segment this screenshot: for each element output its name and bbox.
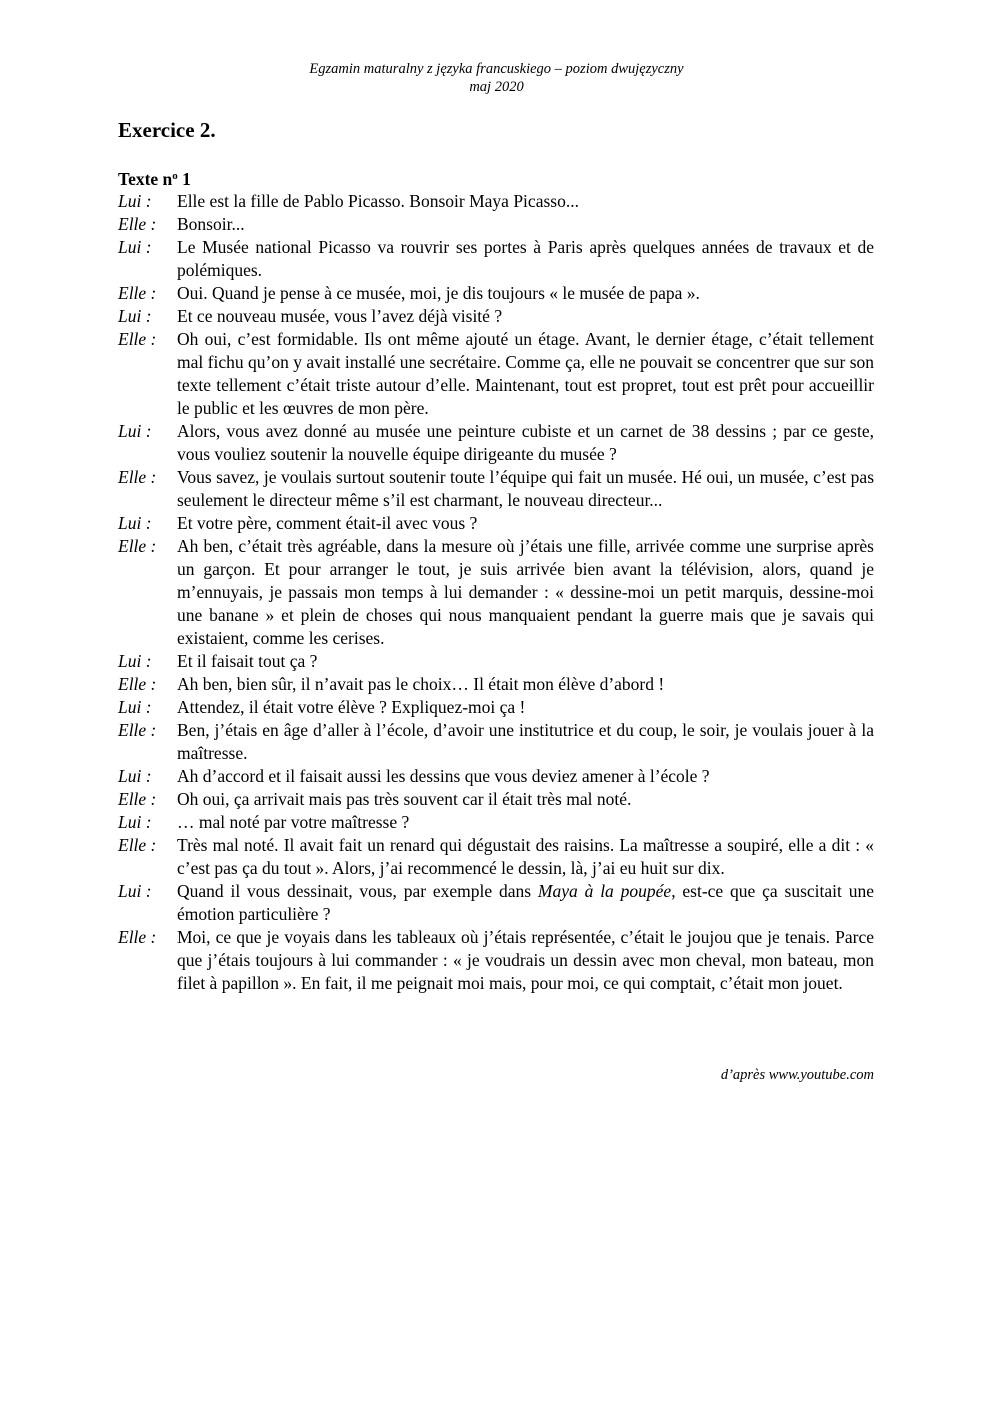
speaker-label: Lui : — [118, 651, 152, 671]
text-title-number: 1 — [177, 169, 191, 189]
speech-text: Le Musée national Picasso va rouvrir ses portes à Paris après quelques années de travaux et de polémiques. — [177, 237, 874, 280]
speech-text-part: , est-ce que ça suscitait une émotion particulière ? — [177, 881, 874, 924]
speech-text: Oui. Quand je pense à ce musée, moi, je dis toujours « le musée de papa ». — [177, 283, 700, 303]
speaker-label: Lui : — [118, 191, 152, 211]
speaker-label: Elle : — [118, 835, 157, 855]
speaker-label: Elle : — [118, 720, 157, 740]
speech-text: Vous savez, je voulais surtout soutenir toute l’équipe qui fait un musée. Hé oui, un musée, c’est pas seulement le directeur même s’il est charmant, le nouveau directeur... — [177, 467, 874, 510]
source-citation: d’après www.youtube.com — [720, 1067, 874, 1083]
speaker-label: Elle : — [118, 214, 157, 234]
dialogue-line — [118, 282, 874, 305]
page-header — [0, 60, 993, 96]
dialogue-line — [118, 788, 874, 811]
speech-text: Ah ben, c’était très agréable, dans la mesure où j’étais une fille, arrivée comme une surprise après un garçon. Et pour arranger le tout, je suis arrivée bien avant la télévision, alors, quand je m’ennuyais, je passais mon temps à lui demander : « dessine-moi un petit marquis, dessine-moi une banane » et plein de choses qui nous manquaient pendant la guerre mais que je savais qui existaient, comme les cerises. — [177, 536, 874, 648]
speaker-label: Elle : — [118, 467, 157, 487]
speech-text: Ben, j’étais en âge d’aller à l’école, d’avoir une institutrice et du coup, le soir, je voulais jouer à la maîtresse. — [177, 720, 874, 763]
speaker-label: Lui : — [118, 881, 152, 901]
dialogue-line — [118, 765, 874, 788]
dialogue-line — [118, 719, 874, 765]
text-title — [118, 169, 191, 190]
speech-text: Moi, ce que je voyais dans les tableaux où j’étais représentée, c’était le joujou que je tenais. Parce que j’étais toujours à lui commander : « je voudrais un dessin avec mon cheval, mon bateau, mon filet à papillon ». En fait, il me peignait moi mais, pour moi, ce qui comptait, c’était mon jouet. — [177, 927, 874, 993]
speech-text: Alors, vous avez donné au musée une peinture cubiste et un carnet de 38 dessins ; par ce geste, vous vouliez soutenir la nouvelle équipe dirigeante du musée ? — [177, 421, 874, 464]
speaker-label: Lui : — [118, 766, 152, 786]
text-title-superscript: o — [172, 170, 178, 182]
header-exam-name: Egzamin maturalny z języka francuskiego – poziom dwujęzyczny — [309, 61, 684, 77]
speaker-label: Elle : — [118, 536, 157, 556]
speaker-label: Elle : — [118, 789, 157, 809]
dialogue-line — [118, 535, 874, 650]
speaker-label: Lui : — [118, 513, 152, 533]
speaker-label: Lui : — [118, 421, 152, 441]
speech-text: … mal noté par votre maîtresse ? — [177, 812, 410, 832]
dialogue-line — [118, 696, 874, 719]
dialogue-line — [118, 466, 874, 512]
text-title-prefix: Texte n — [118, 169, 173, 189]
speaker-label: Lui : — [118, 306, 152, 326]
dialogue-line — [118, 926, 874, 995]
dialogue-line — [118, 213, 874, 236]
speaker-label: Elle : — [118, 283, 157, 303]
speech-text: Ah ben, bien sûr, il n’avait pas le choix… Il était mon élève d’abord ! — [177, 674, 665, 694]
speech-text: Et votre père, comment était-il avec vous ? — [177, 513, 478, 533]
speech-text: Très mal noté. Il avait fait un renard qui dégustait des raisins. La maîtresse a soupiré, elle a dit : « c’est pas ça du tout ». Alors, j’ai recommencé le dessin, là, j’ai eu huit sur dix. — [177, 835, 874, 878]
speaker-label: Lui : — [118, 697, 152, 717]
dialogue-line — [118, 811, 874, 834]
dialogue-line — [118, 880, 874, 926]
speech-text: Et ce nouveau musée, vous l’avez déjà visité ? — [177, 306, 503, 326]
dialogue-line — [118, 834, 874, 880]
speech-text-part: Quand il vous dessinait, vous, par exemple dans — [177, 881, 538, 901]
dialogue-transcript — [118, 190, 874, 995]
speech-text — [177, 880, 874, 926]
speaker-label: Lui : — [118, 812, 152, 832]
speech-text: Oh oui, c’est formidable. Ils ont même ajouté un étage. Avant, le dernier étage, c’était tellement mal fichu qu’on y avait installé une secrétaire. Comme ça, elle ne pouvait se concentrer que sur son texte tellement c’était triste autour d’elle. Maintenant, tout est propret, tout est prêt pour accueillir le public et les œuvres de mon père. — [177, 329, 874, 418]
speech-text: Attendez, il était votre élève ? Expliquez-moi ça ! — [177, 697, 526, 717]
header-session-date: maj 2020 — [469, 79, 524, 95]
dialogue-line — [118, 190, 874, 213]
dialogue-line — [118, 650, 874, 673]
dialogue-line — [118, 673, 874, 696]
artwork-title: Maya à la poupée — [537, 881, 672, 901]
exercise-title: Exercice 2. — [118, 118, 216, 142]
dialogue-line — [118, 236, 874, 282]
speaker-label: Elle : — [118, 329, 157, 349]
speech-text: Ah d’accord et il faisait aussi les dessins que vous deviez amener à l’école ? — [177, 766, 710, 786]
dialogue-line — [118, 305, 874, 328]
speech-text: Oh oui, ça arrivait mais pas très souvent car il était très mal noté. — [177, 789, 632, 809]
speaker-label: Elle : — [118, 927, 157, 947]
speaker-label: Lui : — [118, 237, 152, 257]
speech-text: Et il faisait tout ça ? — [177, 651, 318, 671]
speech-text: Bonsoir... — [177, 214, 245, 234]
speech-text: Elle est la fille de Pablo Picasso. Bonsoir Maya Picasso... — [177, 191, 579, 211]
dialogue-line — [118, 328, 874, 420]
speaker-label: Elle : — [118, 674, 157, 694]
dialogue-line — [118, 512, 874, 535]
dialogue-line — [118, 420, 874, 466]
